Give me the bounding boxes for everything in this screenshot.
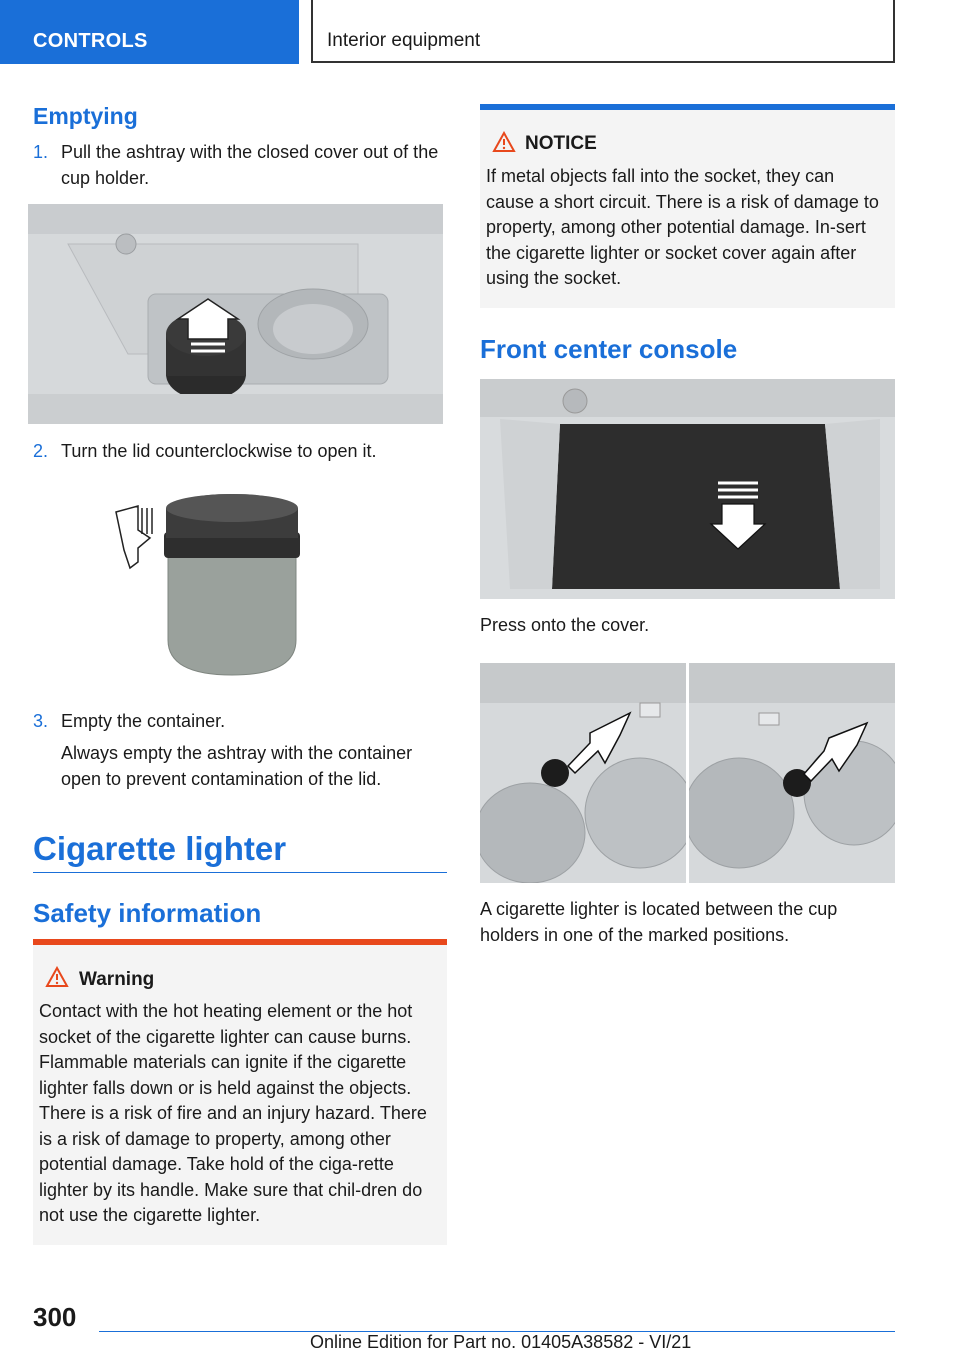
step-text: Pull the ashtray with the closed cover out of the cup holder. <box>61 142 439 188</box>
notice-body: If metal objects fall into the socket, they can cause a short circuit. There is a risk of damage to property, among other potential damage. In-sert the cigarette lighter or socket cover again after using the socket. <box>486 166 879 288</box>
step-number: 2. <box>33 441 49 461</box>
lighter-position-left-illustration <box>480 663 686 883</box>
cigarette-lighter-heading: Cigarette lighter <box>33 830 287 867</box>
step-3-note: Always empty the ashtray with the container open to prevent contamination of the lid. <box>61 743 413 789</box>
press-cover-text: Press onto the cover. <box>480 615 650 635</box>
warning-triangle-icon <box>45 966 69 988</box>
notice-title: NOTICE <box>525 133 597 154</box>
step-1 <box>33 139 453 191</box>
notice-triangle-icon <box>492 131 516 153</box>
chapter-bar <box>311 0 895 63</box>
step-number: 1. <box>33 142 49 162</box>
lighter-position-right-illustration <box>689 663 895 883</box>
ashtray-container-illustration <box>110 490 310 680</box>
front-center-console-heading: Front center console <box>480 334 738 364</box>
step-3 <box>33 708 453 734</box>
warning-box <box>33 945 447 1245</box>
edition-footer: Online Edition for Part no. 01405A38582 - VI/21 <box>310 1332 692 1352</box>
front-console-photo <box>480 379 895 599</box>
step-number: 3. <box>33 711 49 731</box>
warning-body: Contact with the hot heating element or the hot socket of the cigarette lighter can cause burns. Flammable materials can ignite if the cigarette lighter falls down or is held against the objects. There is a risk of fire and an injury hazard. There is a risk of damage to property, among other potential damage. Take hold of the ciga-rette lighter by its handle. Make sure that chil-dren do not use the cigarette lighter. <box>39 1001 427 1225</box>
heading-divider <box>33 872 447 873</box>
notice-box <box>480 110 895 308</box>
step-text: Turn the lid counterclockwise to open it. <box>61 441 377 461</box>
lighter-position-photo-left <box>480 663 686 883</box>
warning-title: Warning <box>79 969 155 990</box>
emptying-heading: Emptying <box>33 103 138 129</box>
front-console-illustration <box>480 379 895 599</box>
ashtray-cupholder-photo <box>28 204 443 424</box>
step-2 <box>33 438 453 464</box>
ashtray-cupholder-illustration <box>28 204 443 424</box>
step-text: Empty the container. <box>61 711 226 731</box>
page-number: 300 <box>33 1302 77 1332</box>
lighter-location-text: A cigarette lighter is located between the cup holders in one of the marked positions. <box>480 899 838 945</box>
section-label: CONTROLS <box>33 30 148 52</box>
section-tab[interactable] <box>0 0 299 64</box>
chapter-title: Interior equipment <box>327 30 481 51</box>
safety-information-heading: Safety information <box>33 898 262 928</box>
lighter-position-photo-right <box>689 663 895 883</box>
